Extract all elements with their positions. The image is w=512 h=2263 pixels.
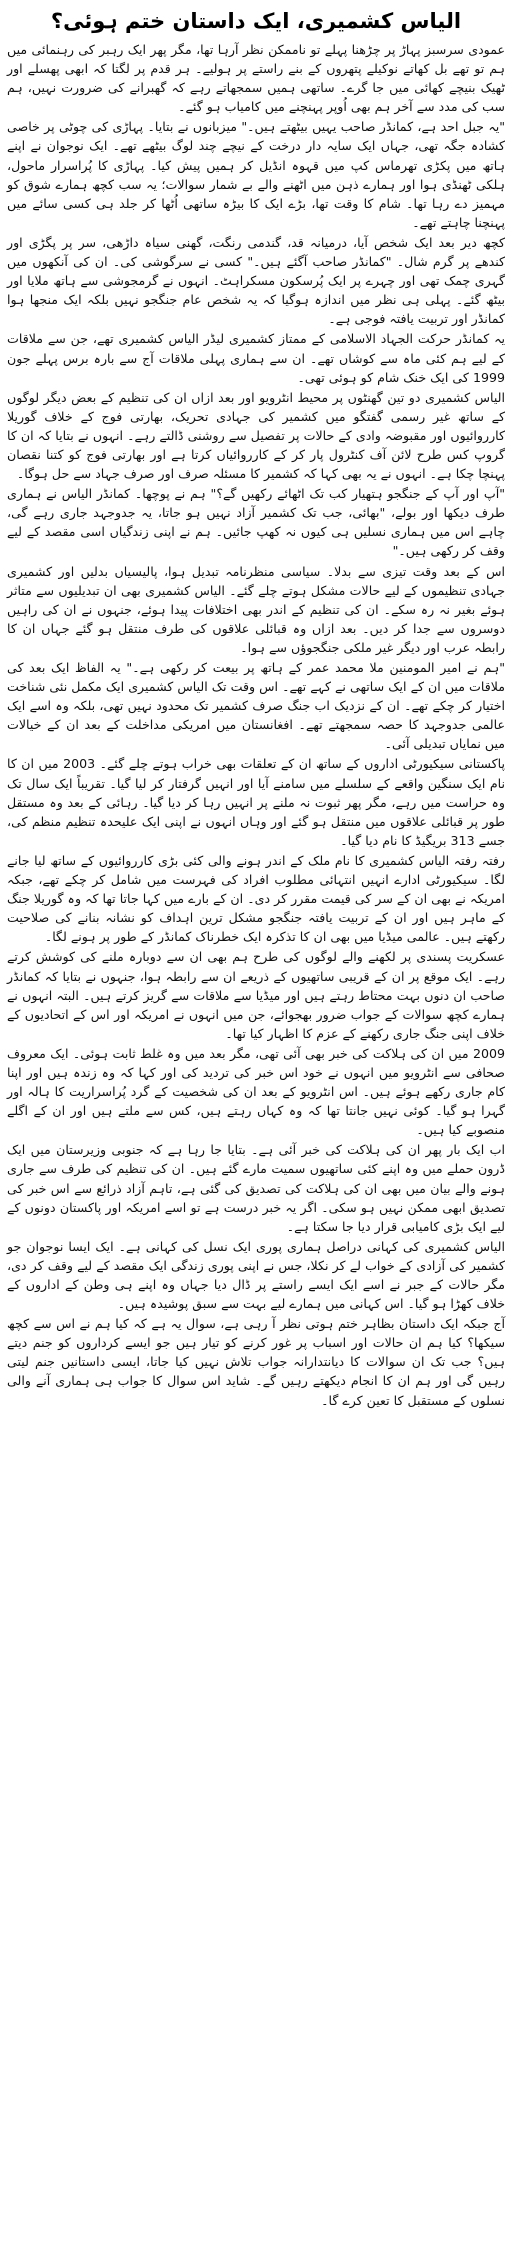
article-paragraph: عسکریت پسندی پر لکھنے والے لوگوں کی طرح ہم بھی ان سے دوبارہ ملنے کی کوشش کرتے رہے۔ ایک موقع پر ان کے قریبی ساتھیوں کے ذریعے ان سے رابطہ ہوا، جنہوں نے بتایا کہ کمانڈر صاحب ان دنوں بہت محتاط رہتے ہیں اور میڈیا سے ملاقات سے گریز کرتے ہیں۔ البتہ انہوں نے ہمارے کچھ سوالات کے جواب ضرور بھجوائے، جن میں انہوں نے امریکہ اور اس کے اتحادیوں کے خلاف اپنی جنگ جاری رکھنے کے عزم کا اظہار کیا تھا۔ xyxy=(7,949,505,1041)
article-paragraph: کچھ دیر بعد ایک شخص آیا، درمیانہ قد، گندمی رنگت، گھنی سیاہ داڑھی، سر پر پگڑی اور کندھے پر گرم شال۔ "کمانڈر صاحب آگئے ہیں۔" کسی نے سرگوشی کی۔ ان کی آنکھوں میں گہری چمک تھی اور چہرے پر ایک پُرسکون مسکراہٹ۔ انہوں نے گرمجوشی سے ہاتھ ملایا اور بیٹھ گئے۔ پہلی ہی نظر میں اندازہ ہوگیا کہ یہ شخص عام جنگجو نہیں بلکہ ایک منجھا ہوا کمانڈر اور تربیت یافتہ فوجی ہے۔ xyxy=(7,234,505,327)
article-paragraph: 2009 میں ان کی ہلاکت کی خبر بھی آئی تھی، مگر بعد میں وہ غلط ثابت ہوئی۔ ایک معروف صحافی سے انٹرویو میں انہوں نے خود اس خبر کی تردید کی اور کہا کہ وہ زندہ ہیں اور اپنا کام جاری رکھے ہوئے ہیں۔ اس انٹرویو کے بعد ان کی شخصیت کے گرد پُراسراریت کا ہالہ اور گہرا ہو گیا۔ کوئی نہیں جانتا تھا کہ وہ کہاں رہتے ہیں، کس سے ملتے ہیں اور ان کے اگلے منصوبے کیا ہیں۔ xyxy=(7,1045,505,1138)
article-paragraph: "آپ اور آپ کے جنگجو ہتھیار کب تک اٹھائے رکھیں گے؟" ہم نے پوچھا۔ کمانڈر الیاس نے ہماری طرف دیکھا اور بولے، "بھائی، جب تک کشمیر آزاد نہیں ہو جاتا، یہ جدوجہد جاری رہے گی، چاہے اس میں ہماری نسلیں ہی کیوں نہ کھپ جائیں۔ ہم نے اپنی زندگیاں اسی مقصد کے لیے وقف کر رکھی ہیں۔" xyxy=(7,486,505,559)
article-headline: الیاس کشمیری، ایک داستان ختم ہوئی؟ xyxy=(50,9,462,33)
article-paragraph: پاکستانی سیکیورٹی اداروں کے ساتھ ان کے تعلقات بھی خراب ہوتے چلے گئے۔ 2003 میں ان کا نام ایک سنگین واقعے کے سلسلے میں سامنے آیا اور انہیں گرفتار کر لیا گیا۔ تقریباً ایک سال تک وہ حراست میں رہے، مگر پھر ثبوت نہ ملنے پر انہیں رہا کر دیا گیا۔ رہائی کے بعد وہ مستقل طور پر قبائلی علاقوں میں منتقل ہو گئے اور وہاں انہوں نے اپنی ایک علیحدہ تنظیم منظم کی، جسے 313 بریگیڈ کا نام دیا گیا۔ xyxy=(7,756,505,848)
article-paragraph: "یہ جبل احد ہے، کمانڈر صاحب یہیں بیٹھتے ہیں۔" میزبانوں نے بتایا۔ پہاڑی کی چوٹی پر خاصی کشادہ جگہ تھی، جہاں ایک سایہ دار درخت کے نیچے چند لوگ بیٹھے تھے۔ ایک نوجوان نے اپنے ہاتھ میں پکڑی تھرماس کپ میں قہوہ انڈیل کر ہمیں پیش کیا۔ پہاڑی کا پُراسرار ماحول، ہلکی ٹھنڈی ہوا اور ہمارے ذہن میں اٹھنے والے بے شمار سوالات؛ یہ سب کچھ ہمارے شوق کو مہمیز دے رہا تھا۔ شام کا وقت تھا، بڑے ایک کا بیڑہ ساتھی اُٹھا کر جلد ہی کسی سائے میں پہنچنا چاہتے تھے۔ xyxy=(7,119,505,230)
article-paragraph: اب ایک بار پھر ان کی ہلاکت کی خبر آئی ہے۔ بتایا جا رہا ہے کہ جنوبی وزیرستان میں ایک ڈرون حملے میں وہ اپنے کئی ساتھیوں سمیت مارے گئے ہیں۔ ان کی تنظیم کی طرف سے جاری ہونے والے بیان میں بھی ان کی ہلاکت کی تصدیق کی گئی ہے، تاہم آزاد ذرائع سے اس خبر کی تصدیق ابھی ممکن نہیں ہو سکی۔ اگر یہ خبر درست ہے تو اسے امریکہ اور پاکستان دونوں کے لیے ایک بڑی کامیابی قرار دیا جا سکتا ہے۔ xyxy=(7,1142,505,1234)
article-paragraph: عمودی سرسبز پہاڑ پر چڑھنا پہلے تو ناممکن نظر آرہا تھا، مگر پھر ایک رہبر کی رہنمائی میں ہم تو تھے بل کھاتے نوکیلے پتھروں کے بنے راستے پر ہولیے۔ ہر قدم پر لگتا کہ ابھی پھسلے اور ٹھیک بنیچے کھائی میں جا گرے۔ ساتھی ہمیں سمجھاتے رہے کہ گھبرانے کی ضرورت نہیں، ہم سب کی مدد سے آخر ہم بھی اُوپر پہنچنے میں کامیاب ہو گئے۔ xyxy=(7,42,505,115)
article-paragraph: آج جبکہ ایک داستان بظاہر ختم ہوتی نظر آ رہی ہے، سوال یہ ہے کہ کیا ہم نے اس سے کچھ سیکھا؟ کیا ہم ان حالات اور اسباب پر غور کرنے کو تیار ہیں جو ایسے کرداروں کو جنم دیتے ہیں؟ جب تک ان سوالات کا دیانتدارانہ جواب تلاش نہیں کیا جاتا، ایسی داستانیں جنم لیتی رہیں گی اور ہم ان کا انجام دیکھتے رہیں گے۔ شاید اس سوال کا جواب ہی ہماری آنے والی نسلوں کے مستقبل کا تعین کرے گا۔ xyxy=(7,1316,505,1408)
article-paragraph: یہ کمانڈر حرکت الجہاد الاسلامی کے ممتاز کشمیری لیڈر الیاس کشمیری تھے، جن سے ملاقات کے لیے ہم کئی ماہ سے کوشاں تھے۔ ان سے ہماری پہلی ملاقات آج سے بارہ برس پہلے جون 1999 کی ایک خنک شام کو ہوئی تھی۔ xyxy=(7,331,505,385)
article-paragraph: الیاس کشمیری کی کہانی دراصل ہماری پوری ایک نسل کی کہانی ہے۔ ایک ایسا نوجوان جو کشمیر کی آزادی کے خواب لے کر نکلا، جس نے اپنی پوری زندگی ایک مقصد کے لیے وقف کر دی، مگر حالات کے جبر نے اسے ایک ایسے راستے پر ڈال دیا جہاں وہ اپنے ہی وطن کے اداروں کے خلاف کھڑا ہو گیا۔ اس کہانی میں ہمارے لیے بہت سے سبق پوشیدہ ہیں۔ xyxy=(7,1238,505,1312)
article-body xyxy=(7,40,505,1410)
article-paragraph: الیاس کشمیری دو تین گھنٹوں پر محیط انٹرویو اور بعد ازاں ان کی تنظیم کے بعض دیگر لوگوں کے ساتھ غیر رسمی گفتگو میں کشمیر کی جہادی تحریک، بھارتی فوج کے خلاف گوریلا کارروائیوں اور مقبوضہ وادی کے حالات پر تفصیل سے روشنی ڈالتے رہے۔ انہوں نے بتایا کہ ان کا گروپ کس طرح لائن آف کنٹرول پار کر کے کارروائیاں کرتا ہے اور بھارتی فوج کو کتنا نقصان پہنچا چکا ہے۔ انہوں نے یہ بھی کہا کہ کشمیر کا مسئلہ صرف اور صرف جہاد سے حل ہوگا۔ xyxy=(7,389,505,482)
article-paragraph: "ہم نے امیر المومنین ملا محمد عمر کے ہاتھ پر بیعت کر رکھی ہے۔" یہ الفاظ ایک بعد کی ملاقات میں ان کے ایک ساتھی نے کہے تھے۔ اس وقت تک الیاس کشمیری ایک مکمل نئی شناخت اختیار کر چکے تھے۔ ان کے نزدیک اب جنگ صرف کشمیر تک محدود نہیں تھی، بلکہ وہ اسے ایک عالمی جدوجہد کا حصہ سمجھتے تھے۔ افغانستان میں امریکی مداخلت کے بعد ان کے خیالات میں نمایاں تبدیلی آئی۔ xyxy=(7,660,505,752)
article-paragraph: اس کے بعد وقت تیزی سے بدلا۔ سیاسی منظرنامہ تبدیل ہوا، پالیسیاں بدلیں اور کشمیری جہادی تنظیموں کے لیے حالات مشکل ہوتے چلے گئے۔ الیاس کشمیری بھی ان تبدیلیوں سے متاثر ہوئے بغیر نہ رہ سکے۔ ان کی تنظیم کے اندر بھی اختلافات پیدا ہوئے، جنہوں نے ان کی راہیں دوسروں سے جدا کر دیں۔ بعد ازاں وہ قبائلی علاقوں کی طرف منتقل ہو گئے جہاں ان کا رابطہ عرب اور دیگر غیر ملکی جنگجوؤں سے ہوا۔ xyxy=(7,563,505,655)
article-paragraph: رفتہ رفتہ الیاس کشمیری کا نام ملک کے اندر ہونے والی کئی بڑی کارروائیوں کے ساتھ لیا جانے لگا۔ سیکیورٹی ادارے انہیں انتہائی مطلوب افراد کی فہرست میں شامل کر چکے تھے، جبکہ امریکہ نے بھی ان کے سر کی قیمت مقرر کر دی۔ ان کے بارے میں کہا جاتا تھا کہ وہ گوریلا جنگ کے ماہر ہیں اور ان کے تربیت یافتہ جنگجو مشکل ترین اہداف کو نشانہ بنانے کی صلاحیت رکھتے ہیں۔ عالمی میڈیا میں بھی ان کا تذکرہ ایک خطرناک کمانڈر کے طور پر ہونے لگا۔ xyxy=(7,852,505,945)
